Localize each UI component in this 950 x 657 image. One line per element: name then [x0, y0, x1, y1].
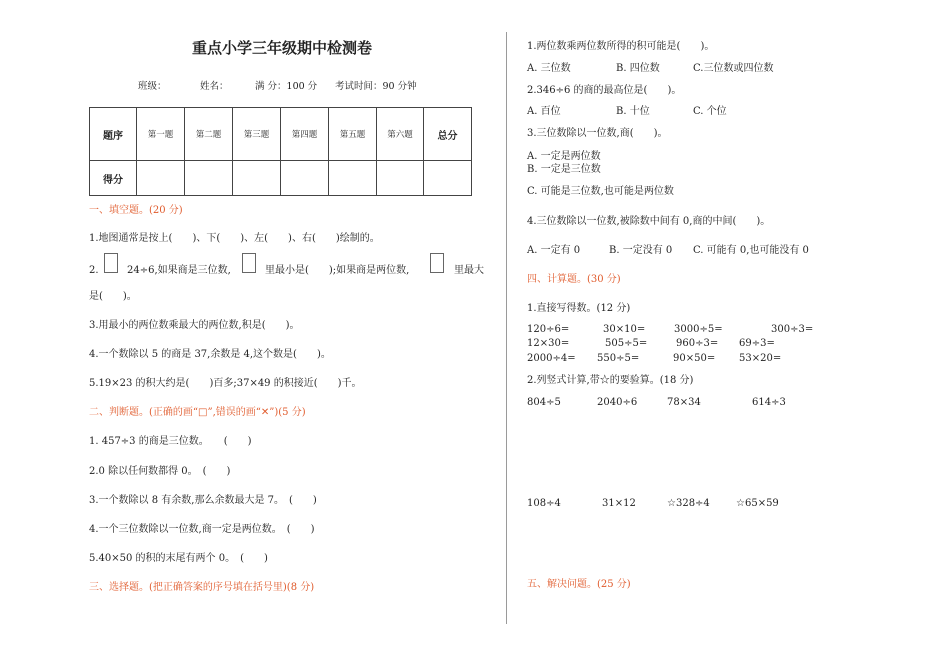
- question-text: 4.三位数除以一位数,被除数中间有 0,商的中间( )。: [527, 216, 771, 227]
- full-score: 满 分：100 分: [255, 81, 318, 92]
- question-text: 3.一个数除以 8 有余数,那么余数最大是 7。 ( ): [89, 495, 317, 506]
- table-header-cell: 第四题: [281, 108, 329, 161]
- option: C.三位数或四位数: [693, 63, 774, 74]
- score-cell[interactable]: [233, 161, 281, 196]
- option: A. 一定有 0: [527, 245, 581, 256]
- question-text: 2.346÷6 的商的最高位是( )。: [527, 85, 682, 96]
- calc-item: 550÷5=: [597, 353, 640, 364]
- option: B. 四位数: [616, 63, 660, 74]
- calc-item: 2040÷6: [597, 397, 638, 408]
- question-text: 3.用最小的两位数乘最大的两位数,积是( )。: [89, 320, 300, 331]
- table-header-cell: 第二题: [185, 108, 233, 161]
- question-text: 是( )。: [89, 291, 137, 302]
- blank-box[interactable]: [104, 253, 118, 273]
- blank-box[interactable]: [430, 253, 444, 273]
- calc-item: ☆65×59: [736, 498, 779, 509]
- table-header-cell: 题序: [90, 108, 137, 161]
- table-header-cell: 第六题: [377, 108, 424, 161]
- blank-box[interactable]: [242, 253, 256, 273]
- question-text: 里最小是( );如果商是两位数,: [265, 265, 410, 276]
- page-title: 重点小学三年级期中检测卷: [192, 39, 373, 57]
- table-header-cell: 总分: [424, 108, 472, 161]
- score-cell[interactable]: [185, 161, 233, 196]
- question-number: 2.: [89, 265, 99, 276]
- table-header-cell: 第三题: [233, 108, 281, 161]
- calc-item: ☆328÷4: [667, 498, 710, 509]
- question-text: 4.一个数除以 5 的商是 37,余数是 4,这个数是( )。: [89, 349, 331, 360]
- score-row-label: 得分: [90, 161, 137, 196]
- question-text: 2.0 除以任何数都得 0。 ( ): [89, 466, 231, 477]
- column-divider: [506, 32, 507, 624]
- calc-item: 120÷6=: [527, 324, 570, 335]
- calc-item: 505÷5=: [605, 338, 648, 349]
- calc-item: 3000÷5=: [674, 324, 723, 335]
- score-cell[interactable]: [281, 161, 329, 196]
- option: A. 一定是两位数: [527, 151, 601, 162]
- section-heading-choice: 三、选择题。(把正确答案的序号填在括号里)(8 分): [89, 582, 315, 593]
- table-header-cell: 第一题: [137, 108, 185, 161]
- score-cell[interactable]: [377, 161, 424, 196]
- calc-item: 78×34: [667, 397, 701, 408]
- section-heading-problems: 五、解决问题。(25 分): [527, 579, 631, 590]
- option: A. 百位: [527, 106, 561, 117]
- question-text: 里最大: [454, 265, 484, 276]
- question-text: 1.两位数乘两位数所得的积可能是( )。: [527, 41, 715, 52]
- calc-item: 31×12: [602, 498, 636, 509]
- exam-time: 考试时间：90 分钟: [335, 81, 417, 92]
- score-cell[interactable]: [137, 161, 185, 196]
- table-header-cell: 第五题: [329, 108, 377, 161]
- question-text: 3.三位数除以一位数,商( )。: [527, 128, 668, 139]
- calc-item: 53×20=: [739, 353, 782, 364]
- question-text: 5.19×23 的积大约是( )百多;37×49 的积接近( )千。: [89, 378, 362, 389]
- question-text: 4.一个三位数除以一位数,商一定是两位数。 ( ): [89, 524, 315, 535]
- question-text: 1.地图通常是按上( )、下( )、左( )、右( )绘制的。: [89, 233, 380, 244]
- calc-item: 30×10=: [603, 324, 646, 335]
- option: B. 一定是三位数: [527, 164, 601, 175]
- calc-item: 614÷3: [752, 397, 786, 408]
- option: A. 三位数: [527, 63, 571, 74]
- calc-item: 69÷3=: [739, 338, 775, 349]
- question-text: 1. 457÷3 的商是三位数。 ( ): [89, 436, 252, 447]
- section-heading-fill: 一、填空题。(20 分): [89, 205, 183, 216]
- sub-question: 2.列竖式计算,带☆的要验算。(18 分): [527, 375, 694, 386]
- option: B. 一定没有 0: [609, 245, 673, 256]
- option: B. 十位: [616, 106, 650, 117]
- option: C. 可能是三位数,也可能是两位数: [527, 186, 674, 197]
- name-label: 姓名：: [200, 81, 229, 92]
- option: C. 可能有 0,也可能没有 0: [693, 245, 809, 256]
- question-text: 24÷6,如果商是三位数,: [127, 265, 231, 276]
- calc-item: 300÷3=: [771, 324, 814, 335]
- section-heading-judge: 二、判断题。(正确的画“□”,错误的画“✕”)(5 分): [89, 407, 306, 418]
- calc-item: 2000÷4=: [527, 353, 576, 364]
- calc-item: 804÷5: [527, 397, 561, 408]
- score-cell[interactable]: [424, 161, 472, 196]
- question-text: 5.40×50 的积的末尾有两个 0。 ( ): [89, 553, 268, 564]
- calc-item: 960÷3=: [676, 338, 719, 349]
- sub-question: 1.直接写得数。(12 分): [527, 303, 631, 314]
- calc-item: 12×30=: [527, 338, 570, 349]
- calc-item: 90×50=: [673, 353, 716, 364]
- score-cell[interactable]: [329, 161, 377, 196]
- calc-item: 108÷4: [527, 498, 561, 509]
- option: C. 个位: [693, 106, 727, 117]
- section-heading-calc: 四、计算题。(30 分): [527, 274, 621, 285]
- score-table: [89, 107, 472, 196]
- class-label: 班级：: [138, 81, 167, 92]
